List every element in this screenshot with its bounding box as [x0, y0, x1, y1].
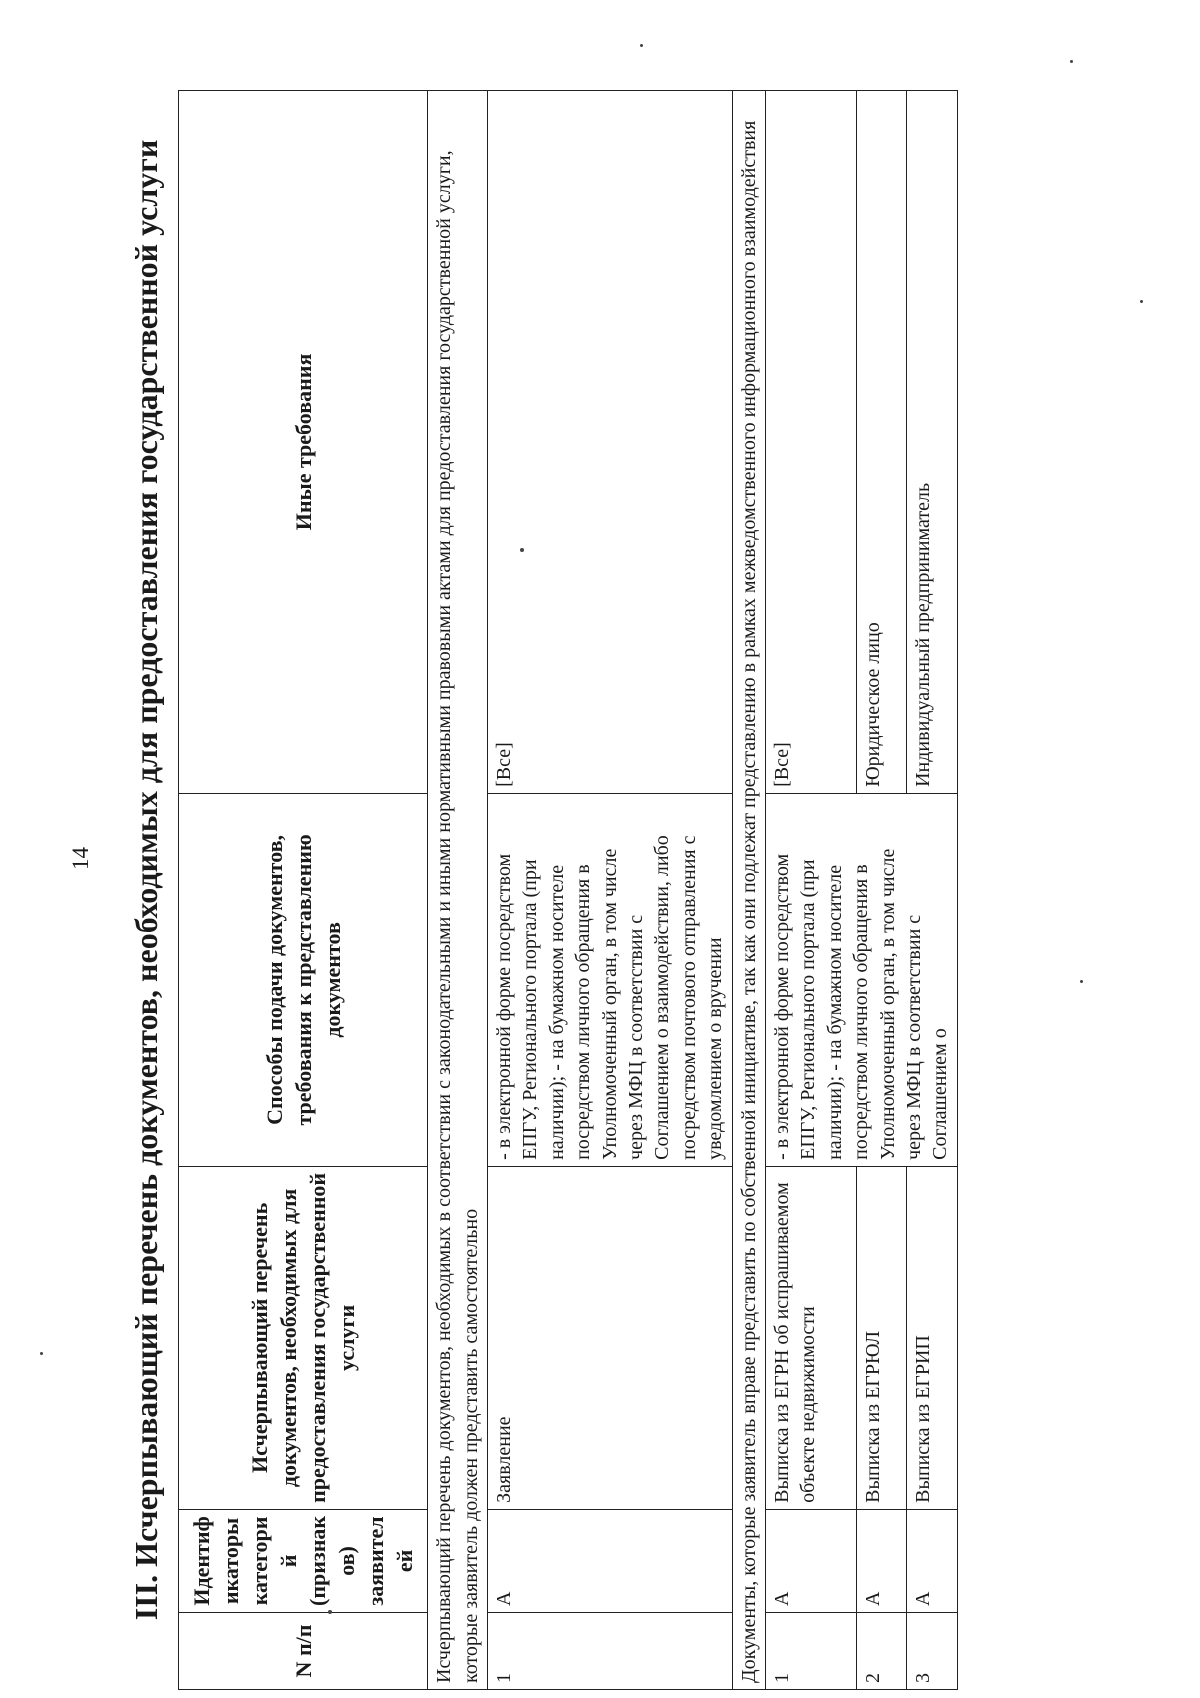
- documents-table: [178, 90, 958, 1690]
- cell-identifier: А: [856, 1509, 907, 1612]
- header-documents: Исчерпывающий перечень документов, необходимых для предоставления государственной услуги: [179, 1166, 428, 1509]
- scan-speck: [1070, 60, 1073, 63]
- scan-speck: [640, 44, 643, 47]
- cell-identifier: А: [907, 1509, 958, 1612]
- section-heading-row: [732, 91, 765, 1690]
- cell-identifier: А: [488, 1509, 733, 1612]
- cell-document: Выписка из ЕГРН об испрашиваемом объекте недвижимости: [765, 1166, 856, 1509]
- cell-number: 2: [856, 1613, 907, 1690]
- cell-number: 3: [907, 1613, 958, 1690]
- scan-speck: [520, 548, 524, 552]
- header-other: Иные требования: [179, 91, 428, 794]
- scan-speck: [1080, 980, 1083, 983]
- cell-document: Выписка из ЕГРЮЛ: [856, 1166, 907, 1509]
- cell-number: 1: [488, 1613, 733, 1690]
- table-row: [765, 91, 856, 1690]
- section-heading: Исчерпывающий перечень документов, необходимых в соответствии с законодательными и иными нормативными правовыми актами для предоставления государственной услуги, которые заявитель должен представить самостоятельно: [428, 91, 488, 1690]
- scanned-sheet: [28, 20, 1200, 1690]
- cell-identifier: А: [765, 1509, 856, 1612]
- scan-speck: [1140, 300, 1143, 303]
- cell-other: Индивидуальный предприниматель: [907, 91, 958, 794]
- section-heading-row: [428, 91, 488, 1690]
- cell-number: 1: [765, 1613, 856, 1690]
- header-number: N п/п: [179, 1613, 428, 1690]
- section-title: III. Исчерпывающий перечень документов, необходимых для предоставления государственной услуги: [128, 139, 164, 1621]
- cell-document: Заявление: [488, 1166, 733, 1509]
- cell-other: Юридическое лицо: [856, 91, 907, 794]
- cell-submission: - в электронной форме посредством ЕПГУ, Регионального портала (при наличии); - на бумажном носителе посредством личного обращения в Уполномоченный орган, в том числе через МФЦ в соответствии с Соглашением о: [765, 793, 957, 1166]
- scan-speck: [328, 1610, 332, 1614]
- header-submission: Способы подачи документов, требования к представлению документов: [179, 793, 428, 1166]
- header-identifiers: Идентиф икаторы категори й (признак ов) заявител ей: [179, 1509, 428, 1612]
- cell-document: Выписка из ЕГРИП: [907, 1166, 958, 1509]
- table-header-row: [179, 91, 428, 1690]
- scan-speck: [40, 1352, 43, 1355]
- cell-submission: - в электронной форме посредством ЕПГУ, Регионального портала (при наличии); - на бумажном носителе посредством личного обращения в Уполномоченный орган, в том числе через МФЦ в соответствии с Соглашением о взаимодействии, либо посредством почтового отправления с уведомлением о вручении: [488, 793, 733, 1166]
- table-row: [488, 91, 733, 1690]
- section-heading: Документы, которые заявитель вправе представить по собственной инициативе, так как они подлежат представлению в рамках межведомственного информационного взаимодействия: [732, 91, 765, 1690]
- page-number: 14: [68, 847, 93, 870]
- cell-other: [Все]: [488, 91, 733, 794]
- cell-other: [Все]: [765, 91, 856, 794]
